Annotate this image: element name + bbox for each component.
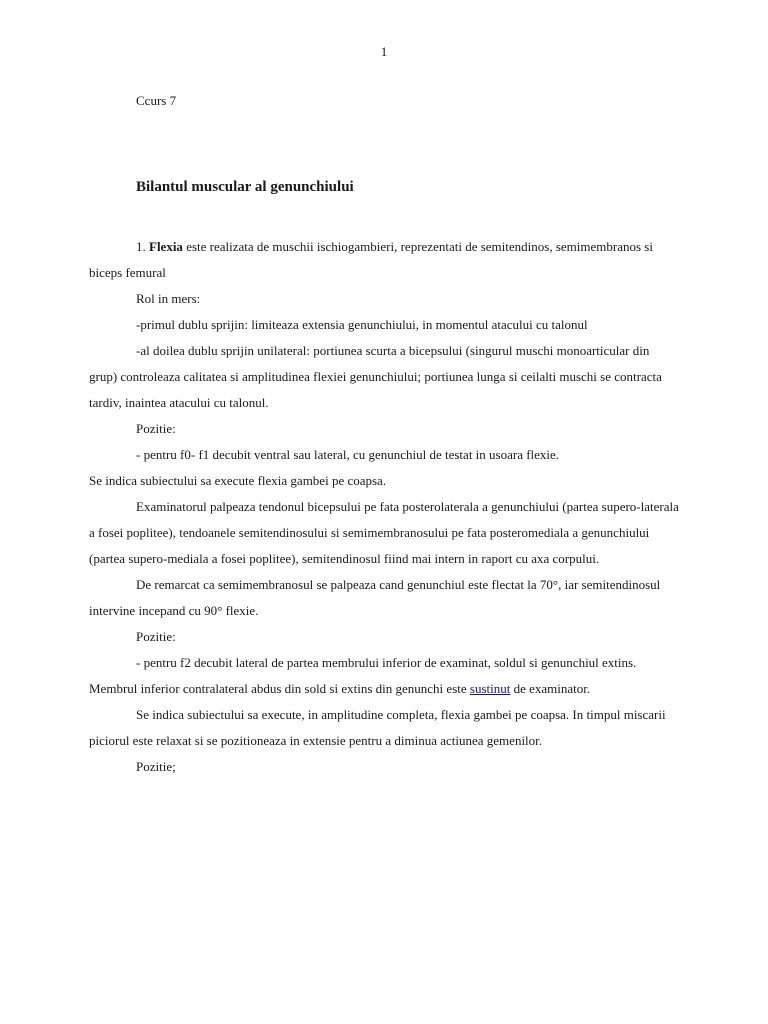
flexia-prefix: 1. xyxy=(136,239,149,254)
page-number: 1 xyxy=(380,44,388,59)
rol-item-2: -al doilea dublu sprijin unilateral: portiunea scurta a bicepsului (singurul muschi monoarticular din grup) controleaza calitatea si amplitudinea flexiei genunchiului; portiunea lunga si ceilalti muschi se contracta tardiv, inaintea atacului cu talonul. xyxy=(89,343,662,410)
pozitie-text-2 xyxy=(89,650,679,702)
flexia-paragraph xyxy=(89,234,679,286)
pozitie-2-before: - pentru f2 decubit lateral de partea membrului inferior de examinat, soldul si genunchiul extins. Membrul inferior contralateral abdus din sold si extins din genunchi este xyxy=(89,655,637,696)
course-label: Ccurs 7 xyxy=(136,93,177,108)
pozitie-title-3: Pozitie; xyxy=(136,759,176,774)
rol-title: Rol in mers: xyxy=(136,291,201,306)
rol-item-1: -primul dublu sprijin: limiteaza extensia genunchiului, in momentul atacului cu talonul xyxy=(136,317,588,332)
remarcat-paragraph: De remarcat ca semimembranosul se palpeaza cand genunchiul este flectat la 70°, iar semitendinosul intervine incepand cu 90° flexie. xyxy=(89,577,661,618)
indica-text-1: Se indica subiectului sa execute flexia gambei pe coapsa. xyxy=(89,473,387,488)
pozitie-text-1: - pentru f0- f1 decubit ventral sau lateral, cu genunchiul de testat in usoara flexie. xyxy=(136,447,560,462)
pozitie-title-1: Pozitie: xyxy=(136,421,176,436)
examinatorul-paragraph: Examinatorul palpeaza tendonul bicepsului pe fata posterolaterala a genunchiului (partea supero-laterala a fosei poplitee), tendoanele semitendinosului si semimembranosului pe fata posteromediala a genunchiului (partea supero-mediala a fosei poplitee), semitendinosul fiind mai intern in raport cu axa corpului. xyxy=(89,499,679,566)
flexia-text: este realizata de muschii ischiogambieri, reprezentati de semitendinos, semimembranos si biceps femural xyxy=(89,239,653,280)
pozitie-title-2: Pozitie: xyxy=(136,629,176,644)
page-title: Bilantul muscular al genunchiului xyxy=(136,179,354,195)
document-body xyxy=(89,234,679,780)
pozitie-2-after: de examinator. xyxy=(510,681,591,696)
flexia-bold: Flexia xyxy=(149,239,183,254)
sustinut-link[interactable]: sustinut xyxy=(469,681,511,696)
indica-text-2: Se indica subiectului sa execute, in amplitudine completa, flexia gambei pe coapsa. In timpul miscarii piciorul este relaxat si se pozitioneaza in extensie pentru a diminua actiunea gemenilor. xyxy=(89,707,666,748)
